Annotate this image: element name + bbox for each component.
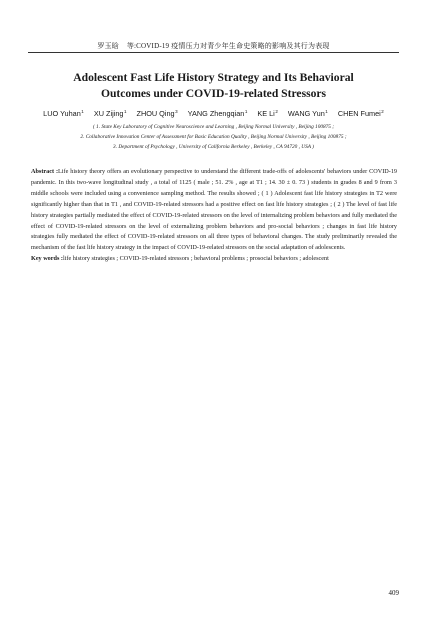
author: CHEN Fumei$^2$ [337,109,384,119]
affiliation: 2. Collaborative Innovation Center of Assessment for Basic Education Quality , Beijing Normal University , Beijing 100875 ; [80,134,347,140]
affiliation: ( 1. State Key Laboratory of Cognitive Neuroscience and Learning , Beijing Normal University , Beijing 100875 ; [92,124,335,130]
author: KE Li$^2$ [257,109,278,119]
running-head [0,41,427,51]
abstract-block [31,167,397,265]
title-line-2: Outcomes under COVID-19-related Stressors [100,87,327,100]
author: YANG Zhengqian$^1$ [187,109,248,119]
abstract [31,167,397,254]
keywords-label: Key words : [31,255,63,263]
header-rule [28,52,399,53]
author: XU Zijing$^1$ [93,109,127,119]
keywords-text: life history strategies ; COVID-19-related stressors ; behavioral problems ; prosocial behaviors ; adolescent [62,255,329,263]
affiliation: 3. Department of Psychology , University of California Berkeley , Berkeley , CA 94720 , USA ) [113,144,314,150]
page-number: 409 [388,589,399,597]
author-list [10,109,417,118]
author: ZHOU Qing$^3$ [136,109,178,119]
author: LUO Yuhan$^1$ [43,109,84,119]
keywords [31,254,397,265]
affiliations [10,122,417,152]
running-head-title: 等:COVID-19 疫情压力对青少年生命史策略的影响及其行为表现 [126,42,330,50]
running-head-author: 罗玉晗 [97,42,119,50]
abstract-label: Abstract : [31,168,59,175]
title-line-1: Adolescent Fast Life History Strategy and Its Behavioral [73,71,354,84]
paper-title [20,70,407,102]
abstract-text: Life history theory offers an evolutionary perspective to understand the different trade-offs of adolescents' behaviors under COVID-19 pandemic. In this two-wave longitudinal study , a total of 1125 ( male ; 51. 2% , age at T1 ; 14. 30 ± 0. 73 ) students in grades 8 and 9 from 3 middle schools were included using a convenience sampling method. The results showed ; ( 1 ) Adolescent fast life history strategies in T2 were significantly higher than that in T1 , and COVID-19-related stressors had a positive effect on fast life history strategies ; ( 2 ) The level of fast life history strategies partially mediated the effect of COVID-19-related stressors on the level of internalizing problem behaviors and fully mediated the effect of COVID-19-related stressors on the level of externalizing problem behaviors and pro-social behaviors ; changes in fast life history strategies fully mediated the effect of COVID-19-related stressors on all three types of behavioral changes. The study preliminarily revealed the mechanism of the fast life history strategy in the impact of COVID-19-related stressors on the social adaptation of adolescents. [31,168,398,252]
author: WANG Yun$^1$ [287,109,328,119]
